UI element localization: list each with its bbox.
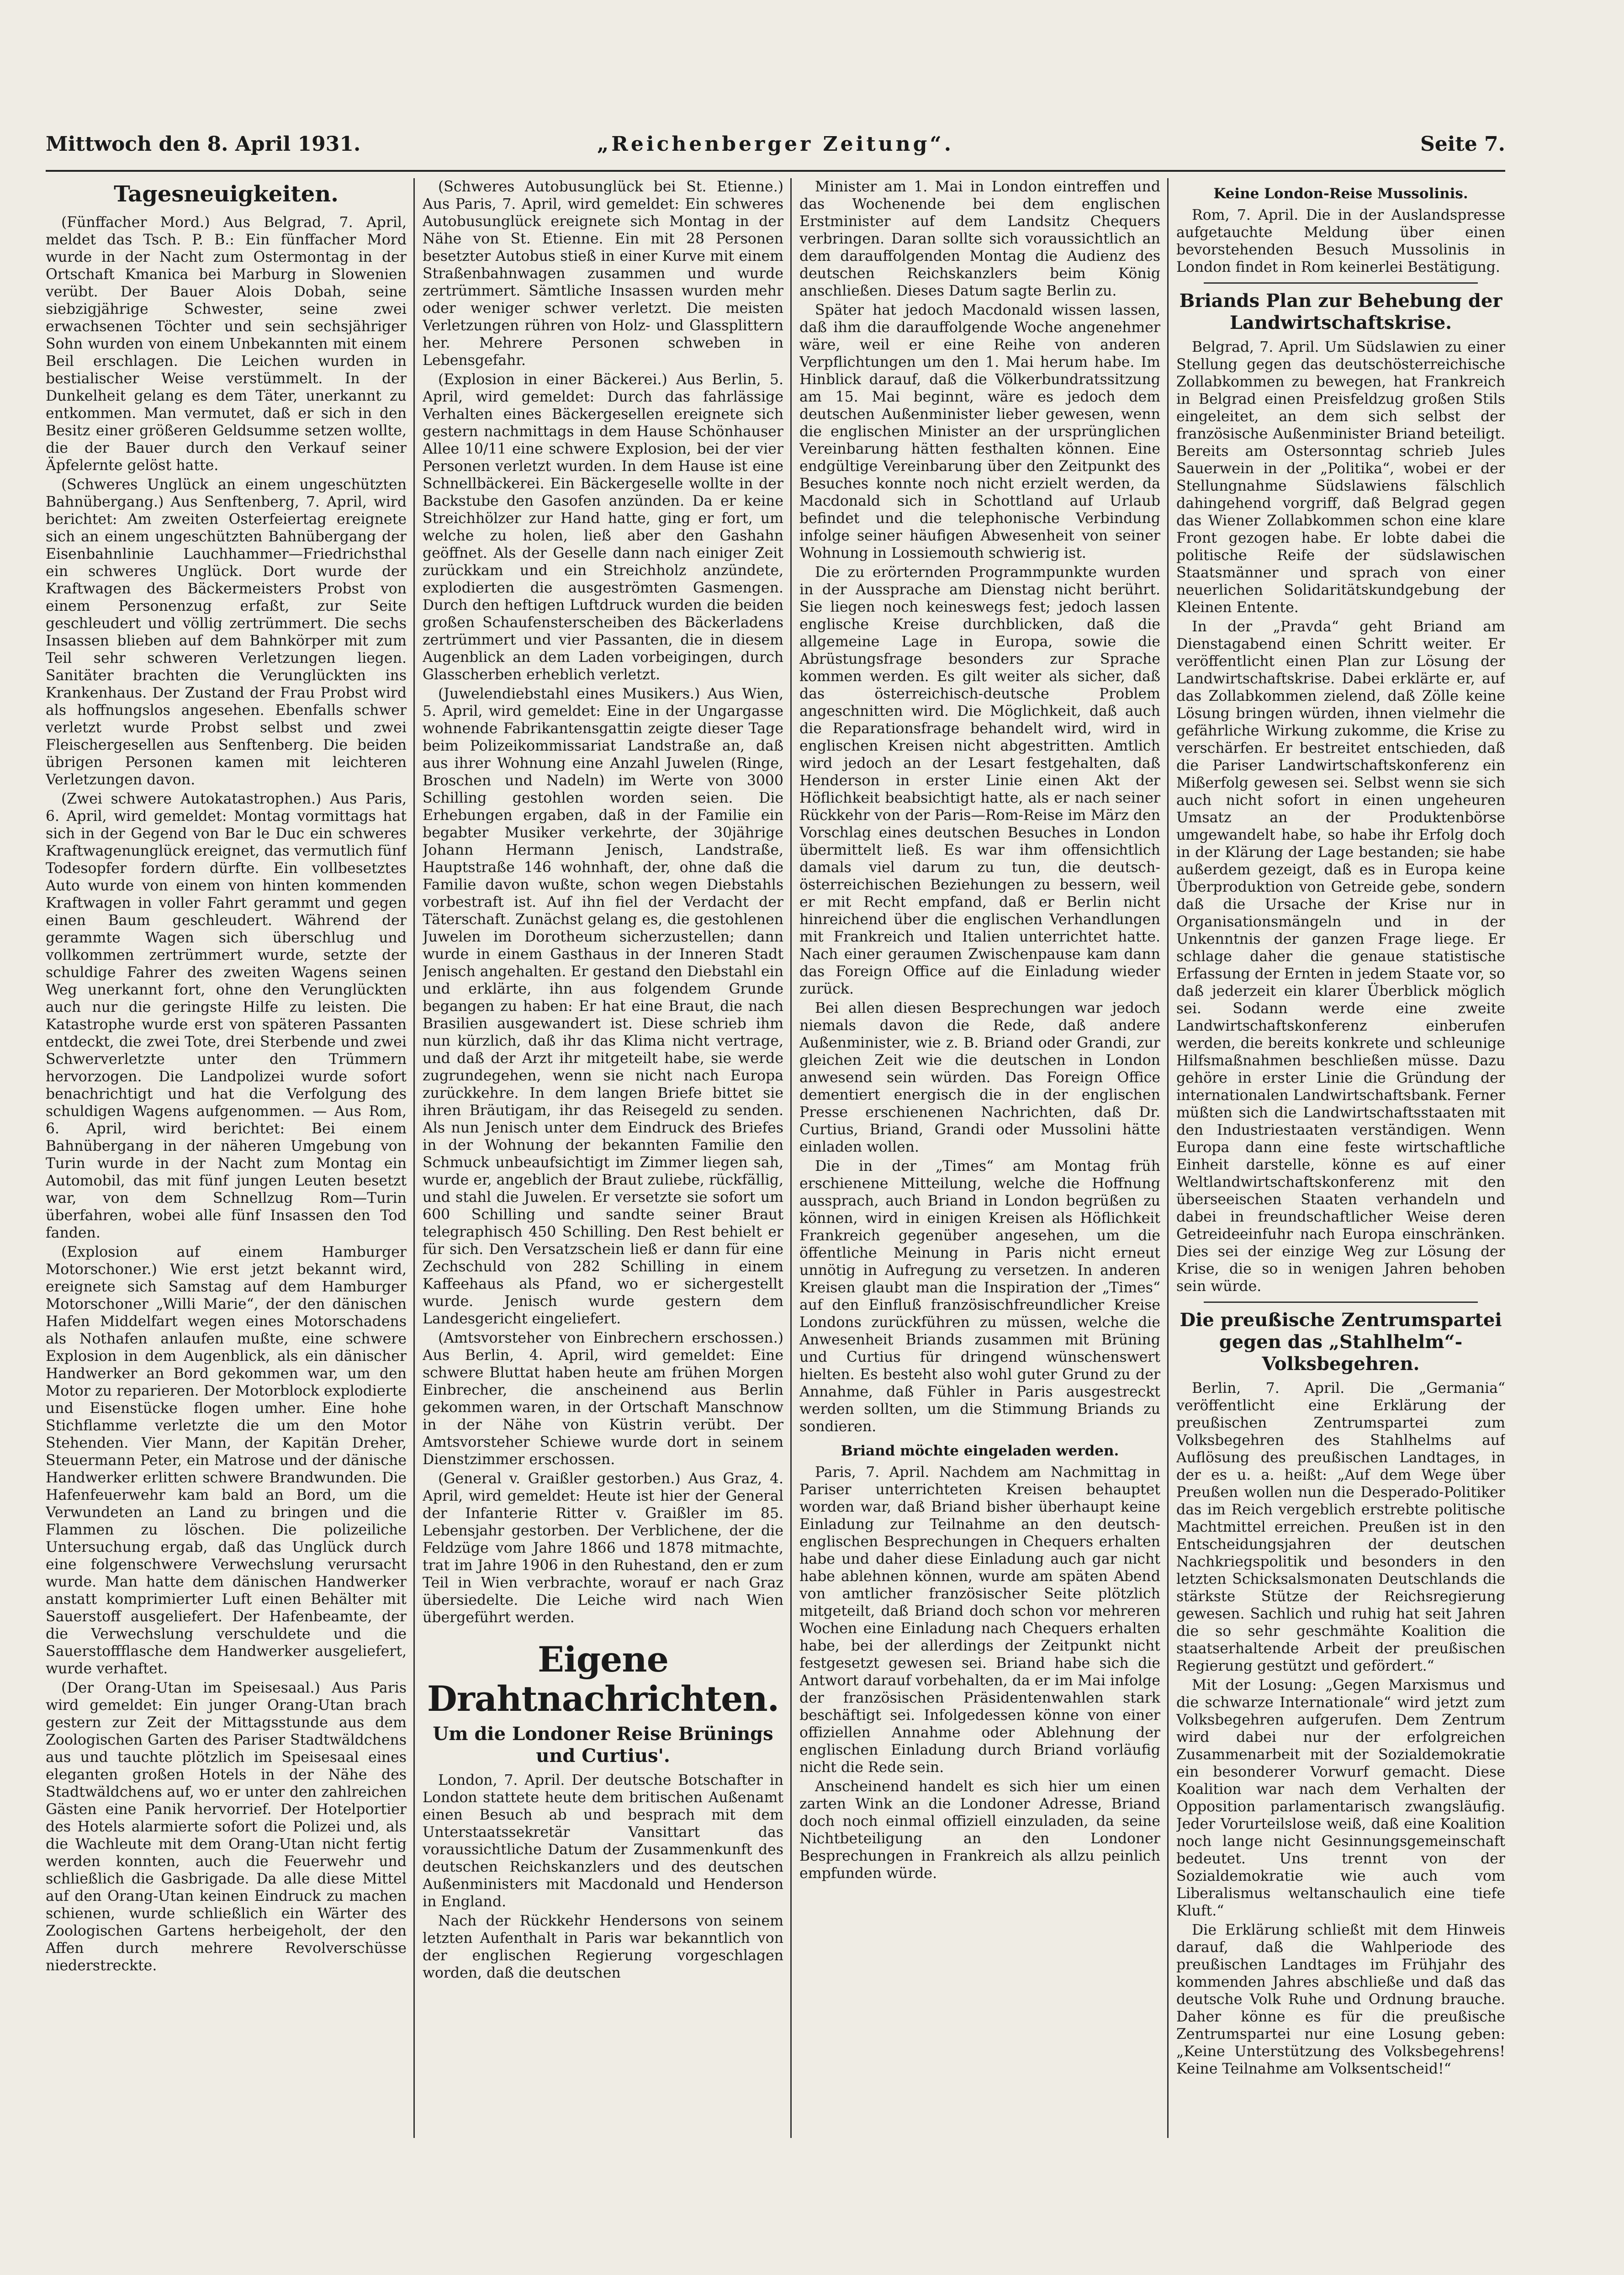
article-divider [1204, 282, 1478, 284]
header-rule [46, 170, 1505, 172]
column-divider [790, 178, 792, 2138]
article-paragraph: (Explosion in einer Bäckerei.) Aus Berlin, 5. April, wird gemeldet: Durch das fahrlässige Verhalten eines Bäckergesellen ereignete sich gestern nachmittags in dem Hause Schönhauser Allee 10/11 eine schwere Explosion, bei der vier Personen verletzt wurden. In dem Hause ist eine Schnellbäckerei. Ein Bäckergeselle wollte in der Backstube den Gasofen anzünden. Da er keine Streichhölzer zur Hand hatte, ging er fort, um welche zu holen, ließ aber den Gashahn geöffnet. Als der Geselle dann nach einiger Zeit zurückkam und ein Streichholz anzündete, explodierten die ausgeströmten Gasmengen. Durch den heftigen Luftdruck wurden die beiden großen Schaufensterscheiben des Bäckerladens zertrümmert und vier Passanten, die in diesem Augenblick an dem Laden vorbeigingen, durch Glasscherben erheblich verletzt. [423, 371, 783, 683]
article-paragraph: In der „Pravda“ geht Briand am Dienstagabend einen Schritt weiter. Er veröffentlicht einen Plan zur Lösung der Landwirtschaftskrise. Dabei erklärte er, auf das Zollabkommen zielend, daß Zölle keine Lösung bringen würden, ihnen vielmehr die gefährliche Wirkung zukomme, die Krise zu verschärfen. Er bestreitet entschieden, daß die Pariser Landwirtschaftskonferenz ein Mißerfolg gewesen sei. Selbst wenn sie sich auch nicht sofort in einen ungeheuren Umsatz an der Produktenbörse umgewandelt habe, so habe ihr Erfolg doch in der Klärung der Lage bestanden; sie habe außerdem gezeigt, daß es in Europa keine Überproduktion von Getreide gebe, sondern daß die Ursache der Krise nur in Organisationsmängeln und in der Unkenntnis der ganzen Frage liege. Er schlage daher die genaue statistische Erfassung der Ernten in jedem Staate vor, so daß jederzeit ein klarer Überblick möglich sei. Sodann werde eine zweite Landwirtschaftskonferenz einberufen werden, die bereits konkrete und schleunige Hilfsmaßnahmen beschließen müsse. Dazu gehöre in erster Linie die Gründung der internationalen Landwirtschaftsbank. Ferner müßten sich die Landwirtschaftsstaaten mit den Industriestaaten verständigen. Wenn Europa dann eine feste wirtschaftliche Einheit darstelle, könne es auf einer Weltlandwirtschaftskonferenz mit den überseeischen Staaten verhandeln und dabei in freundschaftlicher Weise deren Getreideeinfuhr nach Europa einschränken. Dies sei der einzige Weg zur Lösung der Krise, die so in wenigen Jahren behoben sein würde. [1176, 619, 1505, 1295]
column-2 [423, 178, 783, 1984]
newspaper-name: „Reichenberger Zeitung“. [597, 132, 954, 156]
section-heading: Eigene Drahtnachrichten. [427, 1639, 779, 1719]
column-4 [1176, 178, 1505, 2079]
article-paragraph: (General v. Graißler gestorben.) Aus Graz, 4. April, wird gemeldet: Heute ist hier der General der Infanterie Ritter v. Graißler im 85. Lebensjahr gestorben. Der Verblichene, der die Feldzüge vom Jahre 1866 und 1878 mitmachte, trat im Jahre 1906 in den Ruhestand, den er zum Teil in Wien verbrachte, worauf er nach Graz übersiedelte. Die Leiche wird nach Wien übergeführt werden. [423, 1471, 783, 1626]
article-headline: Um die Londoner Reise Brünings und Curtius'. [433, 1723, 773, 1767]
article-paragraph: London, 7. April. Der deutsche Botschafter in London stattete heute dem britischen Außenamt einen Besuch ab und besprach mit dem Unterstaatssekretär Vansittart das voraussichtliche Datum der Zusammenkunft des deutschen Reichskanzlers und des deutschen Außenministers mit Macdonald und Henderson in England. [423, 1772, 783, 1910]
article-paragraph: Minister am 1. Mai in London eintreffen und das Wochenende bei dem englischen Erstminister auf dem Landsitz Chequers verbringen. Daran sollte sich voraussichtlich an dem darauffolgenden Montag die Audienz des deutschen Reichskanzlers beim König anschließen. Dieses Datum sagte Berlin zu. [799, 179, 1160, 299]
article-headline: Die preußische Zentrumspartei gegen das „Stahlhelm“-Volksbegehren. [1180, 1309, 1502, 1375]
article-paragraph: Die Erklärung schließt mit dem Hinweis darauf, daß die Wahlperiode des preußischen Landtages im Frühjahr des kommenden Jahres abschließe und daß das deutsche Volk Ruhe und Ordnung brauche. Daher könne es für die preußische Zentrumspartei nur eine Losung geben: „Keine Unterstützung des Volksbegehrens! Keine Teilnahme am Volksentscheid!“ [1176, 1922, 1505, 2077]
page-header [46, 123, 1505, 164]
article-paragraph: Bei allen diesen Besprechungen war jedoch niemals davon die Rede, daß andere Außenminister, wie z. B. Briand oder Grandi, zur gleichen Zeit wie die deutschen in London anwesend sein würden. Das Foreign Office dementiert energisch die in der englischen Presse erschienenen Nachrichten, daß Dr. Curtius, Briand, Grandi oder Mussolini hätte einladen wollen. [799, 1000, 1160, 1155]
article-paragraph: Belgrad, 7. April. Um Südslawien zu einer Stellung gegen das deutschösterreichische Zollabkommen zu bewegen, hat Frankreich in Belgrad einen Preisfeldzug großen Stils eingeleitet, an dem sich selbst der französische Außenminister Briand beteiligt. Bereits am Ostersonntag schrieb Jules Sauerwein in der „Politika“, wobei er der Stellungnahme Südslawiens fälschlich dahingehend vorgriff, daß Belgrad gegen das Wiener Zollabkommen schon eine klare Front gezogen habe. Er lobte dabei die politische Reife der südslawischen Staatsmänner und sprach von einer neuerlichen Solidaritätskundgebung der Kleinen Entente. [1176, 339, 1505, 616]
article-divider [1204, 1302, 1478, 1303]
column-1 [46, 178, 407, 1976]
article-paragraph: (Juwelendiebstahl eines Musikers.) Aus Wien, 5. April, wird gemeldet: Eine in der Ungargasse wohnende Fabrikantensgattin zeigte dieser Tage beim Polizeikommissariat Landstraße an, daß aus ihrer Wohnung eine Anzahl Juwelen (Ringe, Broschen und Nadeln) im Werte von 3000 Schilling gestohlen worden seien. Die Erhebungen ergaben, daß in der Familie ein begabter Musiker verkehrte, der 30jährige Johann Hermann Jenisch, Landstraße, Hauptstraße 146 wohnhaft, der, ohne daß die Familie davon wußte, schon wegen Diebstahls vorbestraft ist. Auf ihn fiel der Verdacht der Täterschaft. Zunächst gelang es, die gestohlenen Juwelen im Dorotheum sicherzustellen; dann wurde in einem Gasthaus in der Inneren Stadt Jenisch angehalten. Er gestand den Diebstahl ein und erklärte, ihn aus folgendem Grunde begangen zu haben: Er hat eine Braut, die nach Brasilien ausgewandert ist. Diese schrieb ihm nun kürzlich, daß ihr das Klima nicht vertrage, und daß der Arzt ihr mitgeteilt habe, sie werde zugrundegehen, wenn sie nicht nach Europa zurückkehre. In dem langen Briefe bittet sie ihren Bräutigam, ihr das Reisegeld zu senden. Als nun Jenisch unter dem Eindruck des Briefes in der Wohnung der bekannten Familie den Schmuck unbeaufsichtigt im Zimmer liegen sah, wurde er, angeblich der Braut zuliebe, rückfällig, und stahl die Juwelen. Er versetzte sie sofort um 600 Schilling und sandte seiner Braut telegraphisch 450 Schilling. Den Rest behielt er für sich. Den Versatzschein ließ er dann für eine Zechschuld von 282 Schilling in einem Kaffeehaus als Pfand, wo er sichergestellt wurde. Jenisch wurde gestern dem Landesgericht eingeliefert. [423, 686, 783, 1327]
article-paragraph: (Zwei schwere Autokatastrophen.) Aus Paris, 6. April, wird gemeldet: Montag vormittags hat sich in der Gegend von Bar le Duc ein schweres Kraftwagenunglück ereignet, das vermutlich fünf Todesopfer fordern dürfte. Ein vollbesetztes Auto wurde von einem von hinten kommenden Kraftwagen in voller Fahrt gerammt und gegen einen Baum geschleudert. Während der gerammte Wagen sich überschlug und vollkommen zertrümmert wurde, setzte der schuldige Fahrer des zweiten Wagens seinen Weg unerkannt fort, ohne den Verunglückten auch nur die geringste Hilfe zu leisten. Die Katastrophe wurde erst von späteren Passanten entdeckt, die zwei Tote, drei Sterbende und zwei Schwerverletzte unter den Trümmern hervorzogen. Die Landpolizei wurde sofort benachrichtigt und hat die Verfolgung des schuldigen Wagens aufgenommen. — Aus Rom, 6. April, wird berichtet: Bei einem Bahnübergang in der näheren Umgebung von Turin wurde in der Nacht zum Montag ein Automobil, das mit fünf jungen Leuten besetzt war, von dem Schnellzug Rom—Turin überfahren, wobei alle fünf Insassen den Tod fanden. [46, 791, 407, 1241]
section-title: Tagesneuigkeiten. [114, 181, 339, 207]
article-headline: Briand möchte eingeladen werden. [841, 1443, 1119, 1459]
column-3 [799, 178, 1160, 1884]
article-paragraph: (Explosion auf einem Hamburger Motorschoner.) Wie erst jetzt bekannt wird, ereignete sich Samstag auf dem Hamburger Motorschoner „Willi Marie“, der den dänischen Hafen Middelfart wegen eines Motorschadens als Nothafen anlaufen mußte, eine schwere Explosion in dem Augenblick, als ein dänischer Handwerker an Bord gekommen war, um den Motor zu reparieren. Der Motorblock explodierte und Eisenstücke flogen umher. Eine hohe Stichflamme verletzte die um den Motor Stehenden. Vier Mann, der Kapitän Dreher, Steuermann Peter, ein Matrose und der dänische Handwerker erlitten schwere Brandwunden. Die Hafenfeuerwehr kam bald an Bord, um die Verwundeten an Land zu bringen und die Flammen zu löschen. Die polizeiliche Untersuchung ergab, daß das Unglück durch eine folgenschwere Verwechslung verursacht wurde. Man hatte dem dänischen Handwerker anstatt komprimierter Luft einen Behälter mit Sauerstoff ausgeliefert. Der Hafenbeamte, der die Verwechslung verschuldete und die Sauerstoffflasche dem Handwerker ausgeliefert, wurde verhaftet. [46, 1244, 407, 1677]
column-divider [1167, 178, 1169, 2138]
page-number: Seite 7. [1420, 132, 1505, 156]
article-paragraph: Rom, 7. April. Die in der Auslandspresse aufgetauchte Meldung über einen bevorstehenden Besuch Mussolinis in London findet in Rom keinerlei Bestätigung. [1176, 207, 1505, 275]
article-paragraph: (Amtsvorsteher von Einbrechern erschossen.) Aus Berlin, 4. April, wird gemeldet: Eine schwere Bluttat haben heute am frühen Morgen Einbrecher, die anscheinend aus Berlin gekommen waren, in der Ortschaft Manschnow in der Nähe von Küstrin verübt. Der Amtsvorsteher Schiewe wurde dort in seinem Dienstzimmer erschossen. [423, 1330, 783, 1468]
article-paragraph: (Schweres Autobusunglück bei St. Etienne.) Aus Paris, 7. April, wird gemeldet: Ein schweres Autobusunglück ereignete sich Montag in der Nähe von St. Etienne. Ein mit 28 Personen besetzter Autobus stieß in einer Kurve mit einem Straßenbahnwagen zusammen und wurde zertrümmert. Sämtliche Insassen wurden mehr oder weniger schwer verletzt. Die meisten Verletzungen rühren von Holz- und Glassplittern her. Mehrere Personen schweben in Lebensgefahr. [423, 179, 783, 369]
article-paragraph: Mit der Losung: „Gegen Marxismus und die schwarze Internationale“ wird jetzt zum Volksbegehren aufgerufen. Dem Zentrum wird dabei nur der erfolgreichen Zusammenarbeit mit der Sozialdemokratie ein besonderer Vorwurf gemacht. Diese Koalition war nach dem Verhalten der Opposition parlamentarisch zwangsläufig. Jeder Vorurteilslose weiß, daß eine Koalition noch lange nicht Gesinnungsgemeinschaft bedeutet. Uns trennt von der Sozialdemokratie wie auch vom Liberalismus weltanschaulich eine tiefe Kluft.“ [1176, 1677, 1505, 1919]
article-paragraph: (Schweres Unglück an einem ungeschützten Bahnübergang.) Aus Senftenberg, 7. April, wird berichtet: Am zweiten Osterfeiertag ereignete sich an einem ungeschützten Bahnübergang der Eisenbahnlinie Lauchhammer—Friedrichsthal ein schweres Unglück. Dort wurde der Kraftwagen des Bäckermeisters Probst von einem Personenzug erfaßt, zur Seite geschleudert und völlig zertrümmert. Die sechs Insassen blieben auf dem Bahnkörper mit zum Teil sehr schweren Verletzungen liegen. Sanitäter brachten die Verunglückten ins Krankenhaus. Der Zustand der Frau Probst wird als hoffnungslos angesehen. Ebenfalls schwer verletzt wurde Probst selbst und zwei Fleischergesellen aus Senftenberg. Die beiden übrigen Personen kamen mit leichteren Verletzungen davon. [46, 476, 407, 788]
column-divider [413, 178, 415, 2138]
article-headline: Briands Plan zur Behebung der Landwirtschaftskrise. [1179, 290, 1502, 333]
article-paragraph: Nach der Rückkehr Hendersons von seinem letzten Aufenthalt in Paris war bekanntlich von der englischen Regierung vorgeschlagen worden, daß die deutschen [423, 1913, 783, 1981]
article-paragraph: Paris, 7. April. Nachdem am Nachmittag in Pariser unterrichteten Kreisen behauptet worden war, daß Briand bisher überhaupt keine Einladung zur Teilnahme an den deutsch-englischen Besprechungen in Chequers erhalten habe und daher diese Einladung auch gar nicht habe ablehnen können, wurde am späten Abend von amtlicher französischer Seite plötzlich mitgeteilt, daß Briand doch schon vor mehreren Wochen eine Einladung nach Chequers erhalten habe, bei der allerdings der Zeitpunkt nicht festgesetzt gewesen sei. Briand habe sich die Antwort darauf vorbehalten, da er im Mai infolge der französischen Präsidentenwahlen stark beschäftigt sei. Infolgedessen könne von einer offiziellen Annahme oder Ablehnung der englischen Einladung durch Briand vorläufig nicht die Rede sein. [799, 1464, 1160, 1776]
article-paragraph: Die zu erörternden Programmpunkte wurden in der Aussprache am Dienstag nicht berührt. Sie liegen noch keineswegs fest; jedoch lassen englische Kreise durchblicken, daß die allgemeine Lage in Europa, sowie die Abrüstungsfrage besonders zur Sprache kommen werden. Es gilt weiter als sicher, daß das österreichisch-deutsche Problem angeschnitten wird. Die Möglichkeit, daß auch die Reparationsfrage behandelt wird, wird in englischen Kreisen nicht abgestritten. Amtlich wird jedoch an der Lesart festgehalten, daß Henderson in erster Linie einen Akt der Höflichkeit beabsichtigt hatte, als er nach seiner Rückkehr von der Paris—Rom-Reise im März den Vorschlag eines deutschen Besuches in London übermittelt ließ. Es war ihm offensichtlich damals viel darum zu tun, die deutsch-österreichischen Beziehungen zu bessern, weil er mit Recht empfand, daß er Berlin nicht hinreichend über die englischen Verhandlungen mit Frankreich und Italien unterrichtet hatte. Nach einer geraumen Zwischenpause kam dann das Foreign Office auf die Einladung wieder zurück. [799, 564, 1160, 997]
article-paragraph: Die in der „Times“ am Montag früh erschienene Mitteilung, welche die Hoffnung aussprach, auch Briand in London begrüßen zu können, wird in einigen Kreisen als Höflichkeit Frankreich gegenüber angesehen, um die öffentliche Meinung in Paris nicht erneut unnötig in Aufregung zu versetzen. In anderen Kreisen glaubt man die Inspiration der „Times“ auf den Einfluß französischfreundlicher Kreise Londons zurückführen zu müssen, welche die Anwesenheit Briands zusammen mit Brüning und Curtius für dringend wünschenswert hielten. Es besteht also wohl guter Grund zu der Annahme, daß Fühler in Paris ausgestreckt werden sollten, um die Stimmung Briands zu sondieren. [799, 1158, 1160, 1435]
article-paragraph: Berlin, 7. April. Die „Germania“ veröffentlicht eine Erklärung der preußischen Zentrumspartei zum Volksbegehren des Stahlhelms auf Auflösung des preußischen Landtages, in der es u. a. heißt: „Auf dem Wege über Preußen wollen nun die Desperado-Politiker das im Reich vergeblich erstrebte politische Machtmittel erreichen. Preußen ist in den Entscheidungsjahren der deutschen Nachkriegspolitik und besonders in den letzten Schicksalsmonaten Deutschlands die stärkste Stütze der Reichsregierung gewesen. Sachlich und ruhig hat seit Jahren die so sehr geschmähte Koalition die staatserhaltende Arbeit der preußischen Regierung gestützt und gefördert.“ [1176, 1380, 1505, 1674]
article-paragraph: (Fünffacher Mord.) Aus Belgrad, 7. April, meldet das Tsch. P. B.: Ein fünffacher Mord wurde in der Nacht zum Ostermontag in der Ortschaft Kmanica bei Marburg in Slowenien verübt. Der Bauer Alois Dobah, seine siebzigjährige Schwester, seine zwei erwachsenen Töchter und sein sechsjähriger Sohn wurden von einem Unbekannten mit einem Beil erschlagen. Die Leichen wurden in bestialischer Weise verstümmelt. In der Dunkelheit gelang es dem Täter, unerkannt zu entkommen. Man vermutet, daß er sich in den Besitz einer größeren Geldsumme setzen wollte, die der Bauer durch den Verkauf seiner Äpfelernte gelöst hatte. [46, 214, 407, 474]
issue-date: Mittwoch den 8. April 1931. [46, 132, 361, 156]
article-paragraph: Anscheinend handelt es sich hier um einen zarten Wink an die Londoner Adresse, Briand doch noch einmal offiziell einzuladen, da seine Nichtbeteiligung an den Londoner Besprechungen in Frankreich als allzu peinlich empfunden würde. [799, 1778, 1160, 1882]
article-paragraph: Später hat jedoch Macdonald wissen lassen, daß ihm die darauffolgende Woche angenehmer wäre, weil er eine Reihe von anderen Verpflichtungen um den 1. Mai herum habe. Im Hinblick darauf, daß die Völkerbundratssitzung am 15. Mai beginnt, wäre es jedoch dem deutschen Außenminister lieber gewesen, wenn die englischen Minister an der ursprünglichen Vereinbarung hätten festhalten können. Eine endgültige Vereinbarung über den Zeitpunkt des Besuches konnte noch nicht erzielt werden, da Macdonald sich in Schottland auf Urlaub befindet und die telephonische Verbindung infolge seiner häufigen Abwesenheit von seiner Wohnung in Lossiemouth schwierig ist. [799, 302, 1160, 561]
article-paragraph: (Der Orang-Utan im Speisesaal.) Aus Paris wird gemeldet: Ein junger Orang-Utan brach gestern zur Zeit der Mittagsstunde aus dem Zoologischen Garten des Pariser Stadtwäldchens aus und tauchte plötzlich im Speisesaal eines eleganten großen Hotels in der Nähe des Stadtwäldchens auf, wo er unter den zahlreichen Gästen eine Panik hervorrief. Der Hotelportier des Hotels alarmierte sofort die Polizei und, als die Wachleute mit dem Orang-Utan nicht fertig werden konnten, auch die Feuerwehr und schließlich die Gasbrigade. Da alle diese Mittel auf den Orang-Utan keinen Eindruck zu machen schienen, wurde schließlich ein Wärter des Zoologischen Gartens herbeigeholt, der den Affen durch mehrere Revolverschüsse niederstreckte. [46, 1680, 407, 1974]
article-headline: Keine London-Reise Mussolinis. [1213, 185, 1468, 202]
